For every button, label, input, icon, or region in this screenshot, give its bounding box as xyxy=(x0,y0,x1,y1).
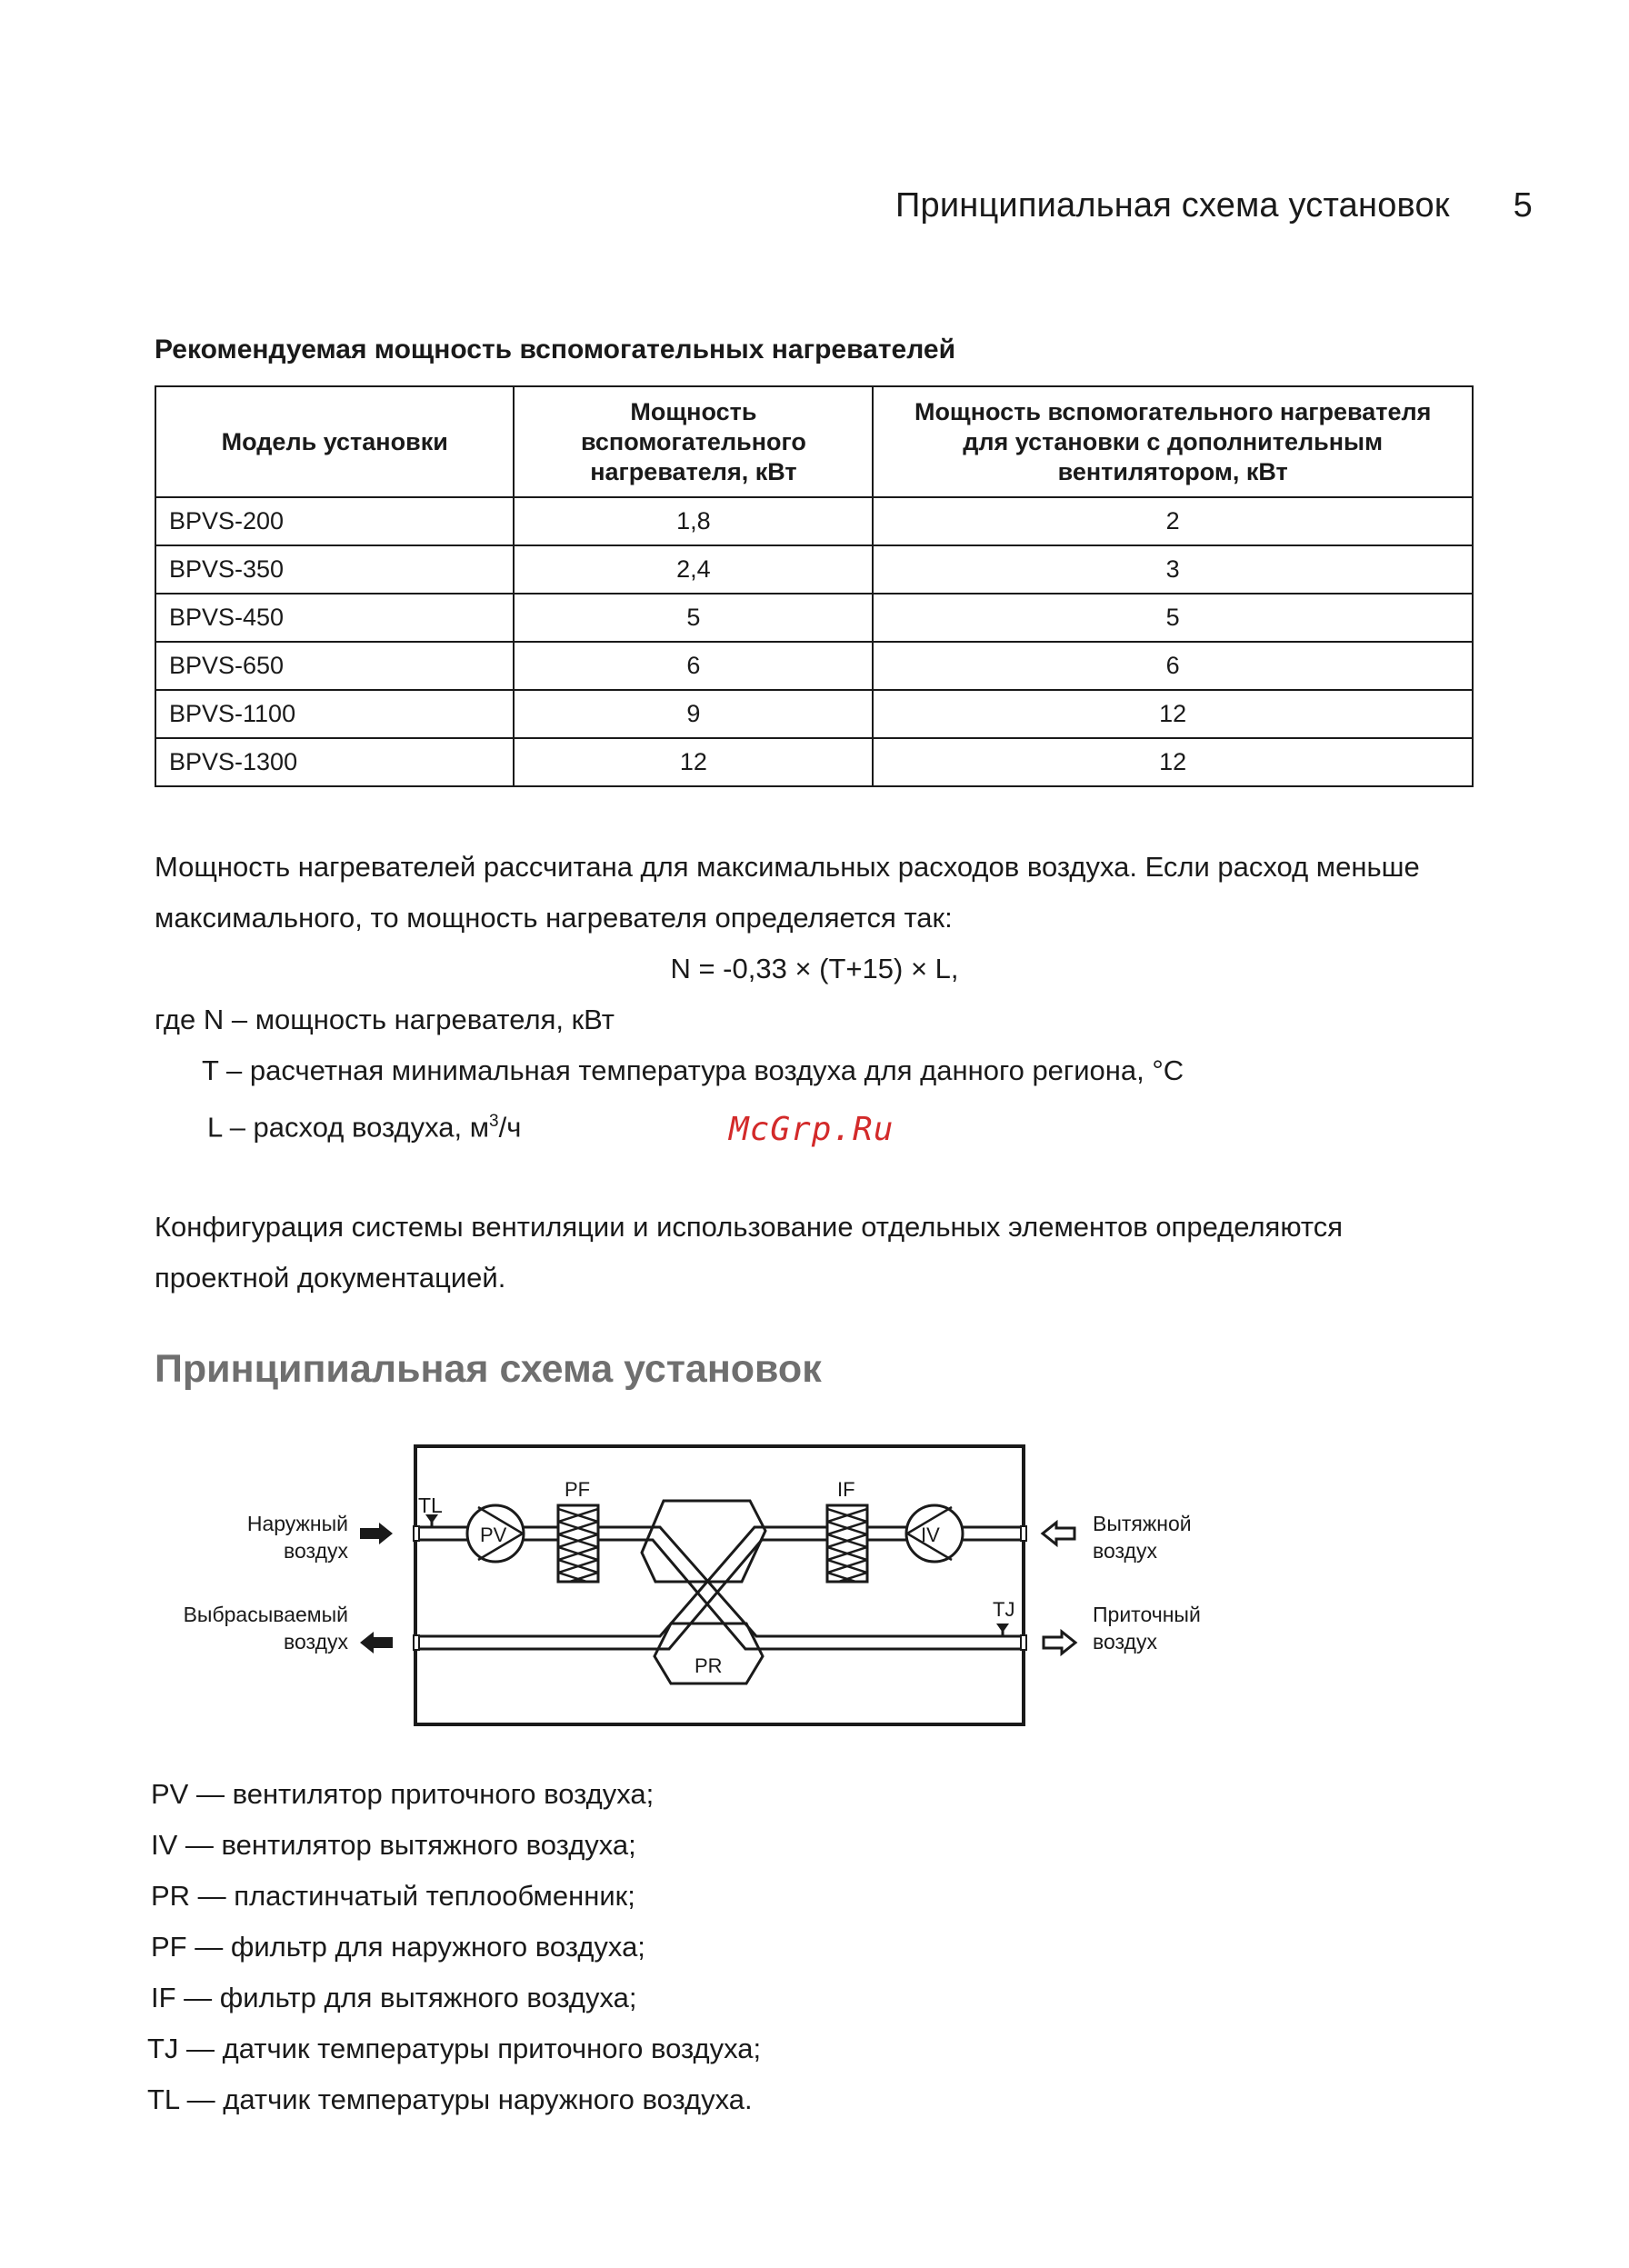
extract-air-filter xyxy=(827,1505,867,1585)
label-pv: PV xyxy=(480,1524,507,1546)
table-row xyxy=(155,497,1473,545)
cell-power: 6 xyxy=(514,642,873,690)
exhaust-air-arrow-icon xyxy=(360,1632,393,1654)
supply-air-arrow-icon xyxy=(1044,1632,1075,1654)
table-header-row xyxy=(155,386,1473,497)
label-iv: IV xyxy=(921,1524,940,1546)
label-pr: PR xyxy=(695,1654,723,1677)
cell-power-extra-fan: 3 xyxy=(873,545,1473,594)
cell-model: BPVS-350 xyxy=(155,545,514,594)
cell-power-extra-fan: 6 xyxy=(873,642,1473,690)
legend-item: PV — вентилятор приточного воздуха; xyxy=(151,1778,655,1810)
running-header-title: Принципиальная схема установок xyxy=(894,186,1450,225)
table-row xyxy=(155,690,1473,738)
cell-power-extra-fan: 12 xyxy=(873,738,1473,786)
cell-power: 5 xyxy=(514,594,873,642)
section-title: Принципиальная схема установок xyxy=(155,1347,822,1391)
outdoor-air-label-1: Наружный xyxy=(246,1512,348,1535)
cell-model: BPVS-450 xyxy=(155,594,514,642)
cell-model: BPVS-1300 xyxy=(155,738,514,786)
formula-where-t: T – расчетная минимальная температура воздуха для данного региона, °C xyxy=(202,1054,1184,1086)
legend-item: IF — фильтр для вытяжного воздуха; xyxy=(151,1982,637,2013)
table-row xyxy=(155,642,1473,690)
running-header xyxy=(895,186,1533,225)
outdoor-air-label-2: воздух xyxy=(284,1539,348,1563)
heater-power-table xyxy=(155,385,1474,787)
table-row xyxy=(155,545,1473,594)
outdoor-air-arrow-icon xyxy=(360,1523,393,1544)
heat-exchanger-top xyxy=(642,1501,765,1582)
formula-where-n: где N – мощность нагревателя, кВт xyxy=(155,1004,615,1035)
label-pf: PF xyxy=(565,1478,591,1501)
label-tj: TJ xyxy=(993,1598,1015,1621)
where-l-unit: /ч xyxy=(498,1111,522,1144)
exhaust-air-label-2: воздух xyxy=(284,1630,348,1654)
page-number: 5 xyxy=(1513,186,1533,225)
cell-model: BPVS-200 xyxy=(155,497,514,545)
where-l-text: L – расход воздуха, м xyxy=(207,1111,490,1144)
cell-model: BPVS-1100 xyxy=(155,690,514,738)
supply-air-label-1: Приточный xyxy=(1093,1603,1201,1626)
cell-power: 9 xyxy=(514,690,873,738)
label-if: IF xyxy=(837,1478,855,1501)
legend-item: PF — фильтр для наружного воздуха; xyxy=(151,1931,645,1963)
legend-item: PR — пластинчатый теплообменник; xyxy=(151,1880,635,1912)
table-caption: Рекомендуемая мощность вспомогательных нагревателей xyxy=(155,335,956,365)
formula-where-l xyxy=(207,1096,521,1153)
supply-air-label-2: воздух xyxy=(1093,1630,1157,1654)
cell-model: BPVS-650 xyxy=(155,642,514,690)
cell-power-extra-fan: 5 xyxy=(873,594,1473,642)
exhaust-air-label-1: Выбрасываемый xyxy=(183,1603,348,1626)
table-row xyxy=(155,594,1473,642)
cell-power-extra-fan: 2 xyxy=(873,497,1473,545)
extract-air-label-1: Вытяжной xyxy=(1093,1512,1192,1535)
watermark: McGrp.Ru xyxy=(729,1111,894,1148)
legend-item: TL — датчик температуры наружного воздуха. xyxy=(147,2083,753,2115)
extract-air-arrow-icon xyxy=(1043,1523,1074,1544)
power-formula: N = -0,33 × (T+15) × L, xyxy=(670,953,959,984)
extract-air-label-2: воздух xyxy=(1093,1539,1157,1563)
where-l-superscript: 3 xyxy=(489,1112,499,1131)
column-header-power-extra-fan: Мощность вспомогательного нагревателя для установки с дополнительным вентилятором, кВт xyxy=(873,386,1473,497)
legend-item: TJ — датчик температуры приточного воздуха; xyxy=(147,2033,762,2064)
supply-temp-sensor-icon xyxy=(996,1624,1009,1636)
paragraph-heater-power: Мощность нагревателей рассчитана для максимальных расходов воздуха. Если расход меньше максимального, то мощность нагревателя определяется так: xyxy=(155,851,1420,934)
label-tl: TL xyxy=(418,1494,443,1517)
cell-power: 1,8 xyxy=(514,497,873,545)
column-header-model: Модель установки xyxy=(155,386,514,497)
outdoor-air-filter xyxy=(558,1505,598,1585)
column-header-power: Мощность вспомогательного нагревателя, кВт xyxy=(514,386,873,497)
cell-power: 12 xyxy=(514,738,873,786)
paragraph-configuration: Конфигурация системы вентиляции и использование отдельных элементов определяются проектной документацией. xyxy=(155,1211,1344,1294)
cell-power: 2,4 xyxy=(514,545,873,594)
ventilation-unit-diagram xyxy=(155,1436,1245,1745)
legend-item: IV — вентилятор вытяжного воздуха; xyxy=(151,1829,636,1861)
cell-power-extra-fan: 12 xyxy=(873,690,1473,738)
table-row xyxy=(155,738,1473,786)
